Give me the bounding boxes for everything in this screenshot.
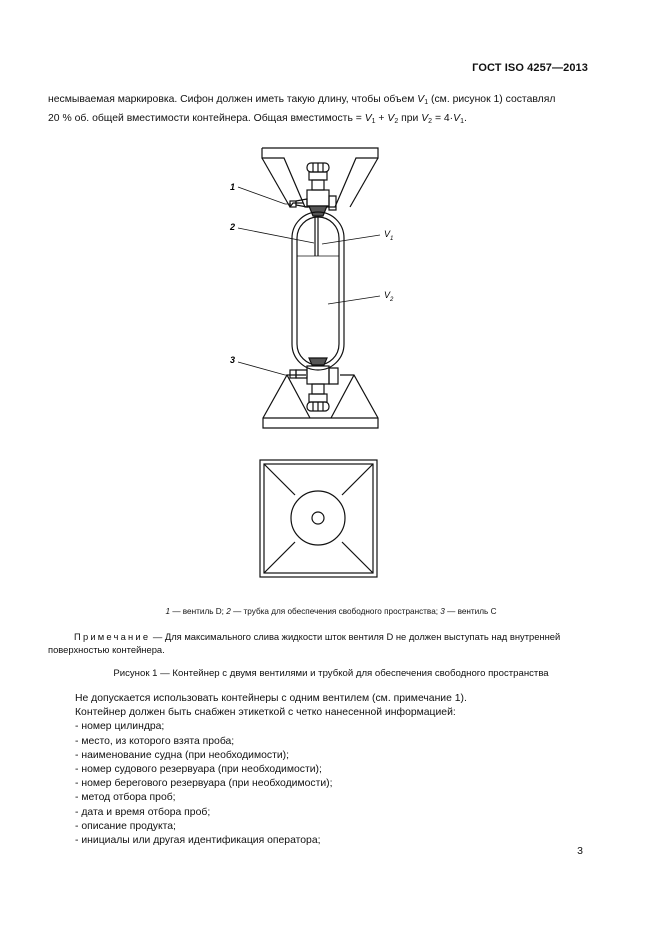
figure-legend: 1 — вентиль D; 2 — трубка для обеспечения свободного пространства; 3 — вентиль С bbox=[165, 607, 497, 616]
list-item: - дата и время отбора проб; bbox=[75, 806, 211, 818]
list-item: - номер судового резервуара (при необходимости); bbox=[75, 764, 322, 776]
label-info-list bbox=[75, 720, 615, 848]
intro-line-1: несмываемая маркировка. Сифон должен иметь такую длину, чтобы объем $V_1$ (см. рисунок 1) составлял bbox=[48, 94, 556, 106]
list-item: - наименование судна (при необходимости); bbox=[75, 749, 289, 761]
list-item: - инициалы или другая идентификация оператора; bbox=[75, 835, 321, 847]
list-item: - место, из которого взята проба; bbox=[75, 735, 235, 747]
list-item: - номер берегового резервуара (при необходимости); bbox=[75, 778, 333, 790]
label-v1: $V_1$ bbox=[384, 229, 394, 242]
figure-title: Рисунок 1 — Контейнер с двумя вентилями и трубкой для обеспечения свободного пространства bbox=[113, 668, 549, 679]
callout-2: 2 bbox=[230, 222, 236, 232]
top-frame bbox=[262, 148, 378, 207]
callout-3: 3 bbox=[230, 355, 236, 365]
callout-1: 1 bbox=[230, 182, 236, 192]
container-plan-view bbox=[260, 460, 377, 577]
label-v2: $V_2$ bbox=[384, 290, 394, 303]
figure-note: Примечание — Для максимального слива жидкости шток вентиля D не должен выступать над внутренней поверхностью контейнера. bbox=[48, 631, 561, 655]
list-item: - номер цилиндра; bbox=[75, 721, 165, 733]
intro-line-2: 20 % об. общей вместимости контейнера. Общая вместимость = $V_1 + V_2$ при $V_2 = 4\cdot V_1$. bbox=[48, 113, 467, 125]
bottom-valve bbox=[290, 358, 338, 411]
label-requirements bbox=[75, 692, 615, 848]
list-item: - описание продукта; bbox=[75, 820, 176, 832]
paragraph-single-valve: Не допускается использовать контейнеры с одним вентилем (см. примечание 1). bbox=[75, 693, 467, 704]
paragraph-label: Контейнер должен быть снабжен этикеткой с четко нанесенной информацией: bbox=[75, 707, 456, 719]
page-number: 3 bbox=[577, 845, 583, 857]
standard-header: ГОСТ ISO 4257—2013 bbox=[472, 62, 588, 74]
list-item: - метод отбора проб; bbox=[75, 792, 176, 804]
